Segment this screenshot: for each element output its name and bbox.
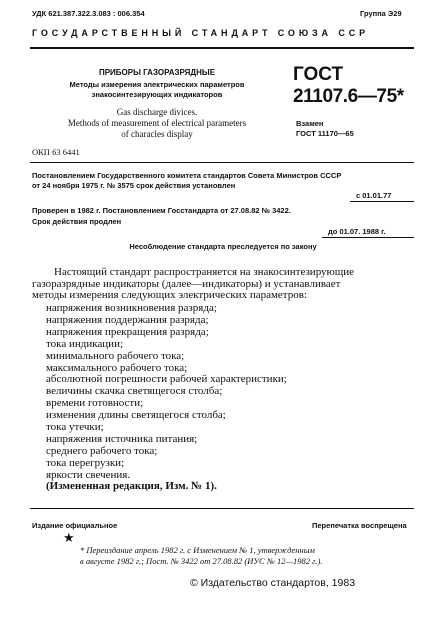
- list-item: яркости свечения.: [46, 468, 131, 481]
- title-ru-line3: знакосинтезирующих индикаторов: [91, 90, 223, 99]
- list-item: тока перегрузки;: [46, 456, 125, 469]
- list-item: минимального рабочего тока;: [46, 349, 185, 362]
- list-item: напряжения возникновения разряда;: [46, 302, 217, 314]
- state-standard-heading: ГОСУДАРСТВЕННЫЙ СТАНДАРТ СОЮЗА ССР: [32, 28, 370, 38]
- effective-date-underline: [350, 201, 414, 202]
- title-en-line2: Methods of measurement of electrical parameters: [67, 118, 247, 128]
- list-item: максимального рабочего тока;: [46, 361, 188, 374]
- list-item: напряжения источника питания;: [46, 432, 198, 445]
- replaces-number: ГОСТ 11170—65: [296, 129, 354, 138]
- intro-paragraph: [32, 267, 417, 302]
- intro-line: Настоящий стандарт распространяется на знакосинтезирующие: [54, 266, 355, 278]
- gost-label: ГОСТ: [293, 64, 344, 85]
- list-item: тока индикации;: [46, 337, 124, 350]
- title-divider: [30, 162, 414, 163]
- udk-code: УДК 621.387.322.3.083 : 006.354: [32, 9, 145, 18]
- decree-line2: от 24 ноября 1975 г. № 3575 срок действия установлен: [32, 181, 236, 190]
- official-edition-label: Издание официальное: [32, 521, 118, 530]
- effective-date: с 01.01.77: [356, 191, 392, 200]
- parameter-list: [46, 303, 287, 482]
- extended-date: до 01.07. 1988 г.: [328, 227, 386, 236]
- check-line1: Проверен в 1982 г. Постановлением Госстандарта от 27.08.82 № 3422.: [32, 206, 291, 215]
- list-item: времени готовности;: [46, 397, 144, 410]
- reissue-note-line1: * Переиздание апрель 1982 г. с Изменением № 1, утвержденным: [80, 545, 315, 555]
- violation-notice: Несоблюдение стандарта преследуется по закону: [129, 242, 317, 251]
- list-item: напряжения прекращения разряда;: [46, 325, 209, 338]
- list-item: величины скачка светящегося столба;: [46, 385, 223, 398]
- intro-line: газоразрядные индикаторы (далее—индикаторы) и устанавливает: [32, 277, 341, 290]
- group-code: Группа Э29: [360, 9, 402, 18]
- title-en-line3: of characles display: [121, 129, 193, 139]
- reissue-note-line2: в августе 1982 г.; Пост. № 3422 от 27.08.82 (ИУС № 12—1982 г.).: [80, 556, 323, 566]
- check-line2: Срок действия продлен: [32, 217, 122, 226]
- title-en-line1: Gas discharge divices.: [116, 107, 198, 117]
- replaces-label: Взамен: [296, 119, 324, 128]
- title-ru-line1: ПРИБОРЫ ГАЗОРАЗРЯДНЫЕ: [98, 68, 216, 77]
- decree-line1: Постановлением Государственного комитета стандартов Совета Министров СССР: [32, 171, 342, 180]
- list-item: напряжения поддержания разряда;: [46, 313, 209, 326]
- copyright: © Издательство стандартов, 1983: [190, 577, 356, 589]
- amendment-note: (Измененная редакция, Изм. № 1).: [46, 480, 217, 492]
- header-divider: [30, 47, 414, 49]
- okp-code: ОКП 63 6441: [32, 147, 80, 157]
- list-item: абсолютной погрешности рабочей характеристики;: [46, 373, 287, 386]
- extended-date-underline: [322, 237, 414, 238]
- star-icon: ★: [63, 530, 75, 545]
- title-ru-line2: Методы измерения электрических параметров: [69, 80, 245, 89]
- list-item: тока утечки;: [46, 421, 104, 434]
- intro-line: методы измерения следующих электрических параметров:: [32, 289, 307, 301]
- footer-divider: [30, 508, 414, 509]
- list-item: среднего рабочего тока;: [46, 444, 158, 457]
- list-item: изменения длины светящегося столба;: [46, 409, 226, 422]
- gost-number: 21107.6—75*: [293, 86, 404, 107]
- reprint-prohibited-label: Перепечатка воспрещена: [312, 521, 407, 530]
